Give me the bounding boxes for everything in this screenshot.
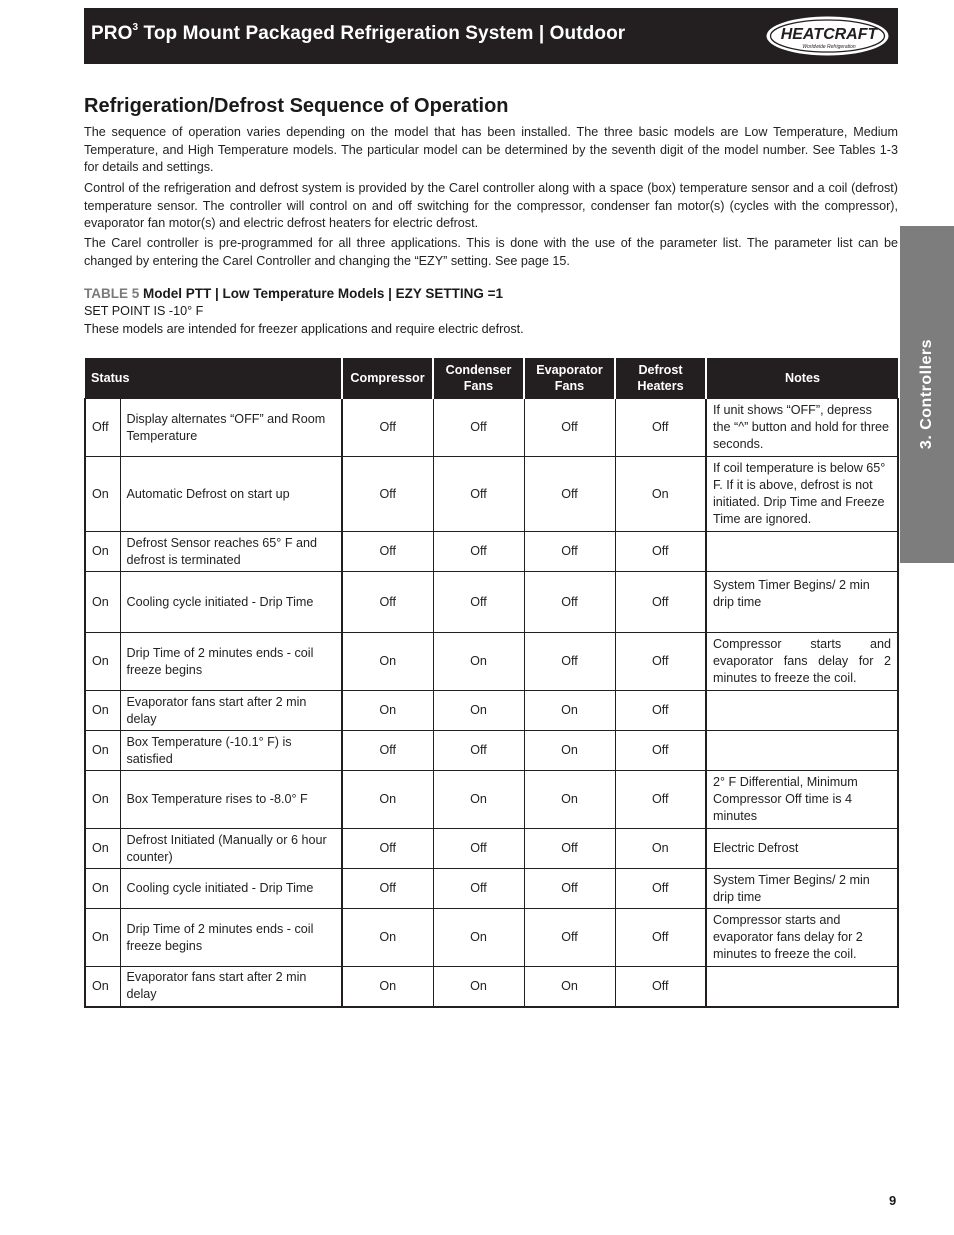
cell-compressor: Off xyxy=(342,399,433,457)
cell-state: On xyxy=(85,731,120,771)
cell-defrost-heaters: Off xyxy=(615,691,706,731)
table-row xyxy=(85,691,898,731)
sequence-table xyxy=(84,358,899,1008)
cell-evaporator-fans: Off xyxy=(524,457,615,532)
cell-notes xyxy=(706,731,898,771)
header-compressor: Compressor xyxy=(342,358,433,399)
table-row xyxy=(85,457,898,532)
table-row xyxy=(85,572,898,633)
logo-text: HEATCRAFT xyxy=(780,26,878,43)
cell-condenser-fans: Off xyxy=(433,869,524,909)
cell-description: Cooling cycle initiated - Drip Time xyxy=(120,869,342,909)
cell-evaporator-fans: Off xyxy=(524,829,615,869)
table-caption xyxy=(84,286,503,301)
cell-compressor: Off xyxy=(342,829,433,869)
cell-condenser-fans: Off xyxy=(433,731,524,771)
intro-paragraph-1: The sequence of operation varies depending on the model that has been installed. The three basic models are Low Temperature, Medium Temperature, and High Temperature models. The particular model can be determined by the seventh digit of the model number. See Tables 1-3 for details and settings. xyxy=(84,125,898,174)
header-status: Status xyxy=(85,358,342,399)
cell-notes: System Timer Begins/ 2 min drip time xyxy=(706,869,898,909)
cell-condenser-fans: Off xyxy=(433,457,524,532)
table-caption-title: Model PTT | Low Temperature Models | EZY SETTING =1 xyxy=(143,286,504,301)
cell-description: Box Temperature (-10.1° F) is satisfied xyxy=(120,731,342,771)
table-row xyxy=(85,869,898,909)
cell-defrost-heaters: Off xyxy=(615,731,706,771)
table-row xyxy=(85,633,898,691)
cell-description: Drip Time of 2 minutes ends - coil freeze begins xyxy=(120,633,342,691)
table-row xyxy=(85,967,898,1007)
cell-description: Cooling cycle initiated - Drip Time xyxy=(120,572,342,633)
cell-compressor: Off xyxy=(342,572,433,633)
cell-defrost-heaters: Off xyxy=(615,399,706,457)
table-row xyxy=(85,909,898,967)
intro-paragraph-3: The Carel controller is pre-programmed for all three applications. This is done with the use of the parameter list. The parameter list can be changed by entering the Carel Controller and changing the “EZY” setting. See page 15. xyxy=(84,236,898,268)
cell-defrost-heaters: On xyxy=(615,829,706,869)
header-defrost-heaters: Defrost Heaters xyxy=(615,358,706,399)
section-title: Refrigeration/Defrost Sequence of Operation xyxy=(84,95,509,117)
cell-condenser-fans: Off xyxy=(433,399,524,457)
table-caption-label: TABLE 5 xyxy=(84,286,140,301)
cell-condenser-fans: Off xyxy=(433,572,524,633)
cell-notes xyxy=(706,691,898,731)
cell-evaporator-fans: On xyxy=(524,691,615,731)
table-row xyxy=(85,399,898,457)
cell-notes: If unit shows “OFF”, depress the “^” button and hold for three seconds. xyxy=(706,399,898,457)
cell-evaporator-fans: Off xyxy=(524,869,615,909)
cell-evaporator-fans: On xyxy=(524,967,615,1007)
set-point-text: SET POINT IS -10° F xyxy=(84,304,204,318)
intro-paragraph-2: Control of the refrigeration and defrost system is provided by the Carel controller along with a space (box) temperature sensor and a coil (defrost) temperature sensor. The controller will control on and off switching for the compressor, condenser fan motor(s) (cycles with the compressor), evaporator fan motor(s) and electric defrost heaters for electric defrost. xyxy=(84,181,898,230)
cell-defrost-heaters: Off xyxy=(615,532,706,572)
cell-condenser-fans: On xyxy=(433,967,524,1007)
chapter-side-tab-label: 3. Controllers xyxy=(918,338,935,450)
cell-state: On xyxy=(85,967,120,1007)
cell-state: On xyxy=(85,771,120,829)
table-row xyxy=(85,829,898,869)
cell-state: On xyxy=(85,909,120,967)
cell-evaporator-fans: On xyxy=(524,731,615,771)
table-row xyxy=(85,532,898,572)
cell-description: Defrost Sensor reaches 65° F and defrost is terminated xyxy=(120,532,342,572)
cell-compressor: Off xyxy=(342,731,433,771)
table-header-row xyxy=(85,358,898,399)
cell-condenser-fans: Off xyxy=(433,829,524,869)
cell-notes: System Timer Begins/ 2 min drip time xyxy=(706,572,898,633)
cell-notes xyxy=(706,532,898,572)
cell-defrost-heaters: Off xyxy=(615,869,706,909)
cell-defrost-heaters: Off xyxy=(615,771,706,829)
cell-evaporator-fans: Off xyxy=(524,532,615,572)
table-row xyxy=(85,771,898,829)
table-note: These models are intended for freezer applications and require electric defrost. xyxy=(84,322,524,336)
cell-compressor: On xyxy=(342,691,433,731)
cell-compressor: On xyxy=(342,633,433,691)
cell-condenser-fans: On xyxy=(433,771,524,829)
cell-description: Defrost Initiated (Manually or 6 hour counter) xyxy=(120,829,342,869)
heatcraft-logo xyxy=(765,15,890,57)
cell-description: Evaporator fans start after 2 min delay xyxy=(120,691,342,731)
cell-compressor: On xyxy=(342,967,433,1007)
cell-notes: Electric Defrost xyxy=(706,829,898,869)
header-bar xyxy=(84,8,898,64)
cell-description: Display alternates “OFF” and Room Temperature xyxy=(120,399,342,457)
cell-description: Box Temperature rises to -8.0° F xyxy=(120,771,342,829)
header-condenser-fans: Condenser Fans xyxy=(433,358,524,399)
cell-compressor: On xyxy=(342,909,433,967)
cell-compressor: Off xyxy=(342,532,433,572)
cell-evaporator-fans: Off xyxy=(524,399,615,457)
cell-defrost-heaters: Off xyxy=(615,572,706,633)
cell-condenser-fans: Off xyxy=(433,532,524,572)
cell-evaporator-fans: Off xyxy=(524,572,615,633)
cell-notes: Compressor starts and evaporator fans delay for 2 minutes to freeze the coil. xyxy=(706,633,898,691)
cell-description: Automatic Defrost on start up xyxy=(120,457,342,532)
cell-state: On xyxy=(85,572,120,633)
cell-compressor: Off xyxy=(342,457,433,532)
page-number: 9 xyxy=(889,1193,897,1208)
cell-compressor: On xyxy=(342,771,433,829)
cell-condenser-fans: On xyxy=(433,691,524,731)
cell-evaporator-fans: Off xyxy=(524,909,615,967)
cell-notes: 2° F Differential, Minimum Compressor Off time is 4 minutes xyxy=(706,771,898,829)
cell-defrost-heaters: Off xyxy=(615,909,706,967)
cell-notes xyxy=(706,967,898,1007)
cell-description: Evaporator fans start after 2 min delay xyxy=(120,967,342,1007)
cell-description: Drip Time of 2 minutes ends - coil freeze begins xyxy=(120,909,342,967)
header-notes: Notes xyxy=(706,358,898,399)
cell-state: On xyxy=(85,457,120,532)
cell-state: On xyxy=(85,829,120,869)
header-evaporator-fans: Evaporator Fans xyxy=(524,358,615,399)
cell-state: Off xyxy=(85,399,120,457)
cell-defrost-heaters: On xyxy=(615,457,706,532)
cell-evaporator-fans: On xyxy=(524,771,615,829)
document-title: PRO$^3$ Top Mount Packaged Refrigeration System | Outdoor xyxy=(91,21,626,44)
logo-subtext: Worldwide Refrigeration xyxy=(802,44,856,50)
cell-defrost-heaters: Off xyxy=(615,967,706,1007)
cell-condenser-fans: On xyxy=(433,909,524,967)
cell-notes: If coil temperature is below 65° F. If it is above, defrost is not initiated. Drip Time and Freeze Time are ignored. xyxy=(706,457,898,532)
cell-state: On xyxy=(85,869,120,909)
cell-state: On xyxy=(85,633,120,691)
cell-compressor: Off xyxy=(342,869,433,909)
table-row xyxy=(85,731,898,771)
cell-evaporator-fans: Off xyxy=(524,633,615,691)
cell-state: On xyxy=(85,691,120,731)
cell-condenser-fans: On xyxy=(433,633,524,691)
cell-defrost-heaters: Off xyxy=(615,633,706,691)
cell-state: On xyxy=(85,532,120,572)
chapter-side-tab xyxy=(900,226,954,563)
cell-notes: Compressor starts and evaporator fans delay for 2 minutes to freeze the coil. xyxy=(706,909,898,967)
